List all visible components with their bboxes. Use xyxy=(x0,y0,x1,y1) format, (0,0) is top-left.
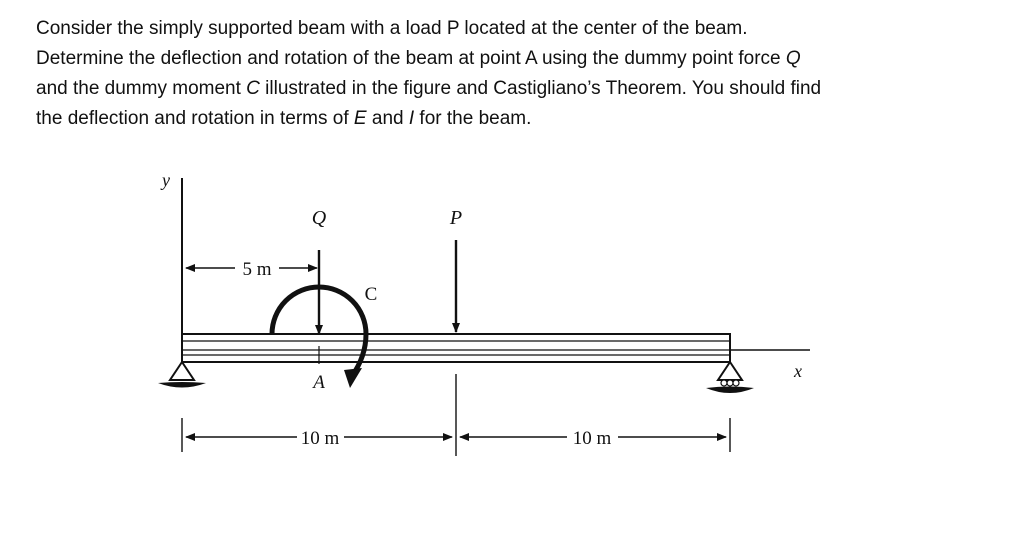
symbol-Q: Q xyxy=(785,48,801,69)
beam xyxy=(182,334,730,362)
dim-5m-label: 5 m xyxy=(242,259,272,280)
pin-support-icon xyxy=(158,362,206,388)
problem-line-3: and the dummy moment C illustrated in the figure and Castigliano’s Theorem. You should find xyxy=(36,78,822,99)
moment-C-arrowhead xyxy=(344,368,362,388)
x-axis-label: x xyxy=(794,361,802,381)
symbol-C: C xyxy=(246,78,260,99)
problem-line-1: Consider the simply supported beam with a load P located at the center of the beam. xyxy=(36,18,748,39)
symbol-I: I xyxy=(408,108,415,129)
dim-left-10m-label: 10 m xyxy=(300,428,340,449)
problem-line-4: the deflection and rotation in terms of E and I for the beam. xyxy=(36,108,532,129)
point-A-label: A xyxy=(313,372,325,393)
load-Q-label: Q xyxy=(311,207,327,229)
load-P-label: P xyxy=(449,207,463,229)
symbol-E: E xyxy=(353,108,367,129)
problem-line-2: Determine the deflection and rotation of the beam at point A using the dummy point force Q xyxy=(36,48,801,69)
dim-right-10m-label: 10 m xyxy=(572,428,612,449)
moment-C-label: C xyxy=(364,284,378,305)
y-axis-label: y xyxy=(162,170,170,190)
roller-support-icon xyxy=(706,362,754,393)
